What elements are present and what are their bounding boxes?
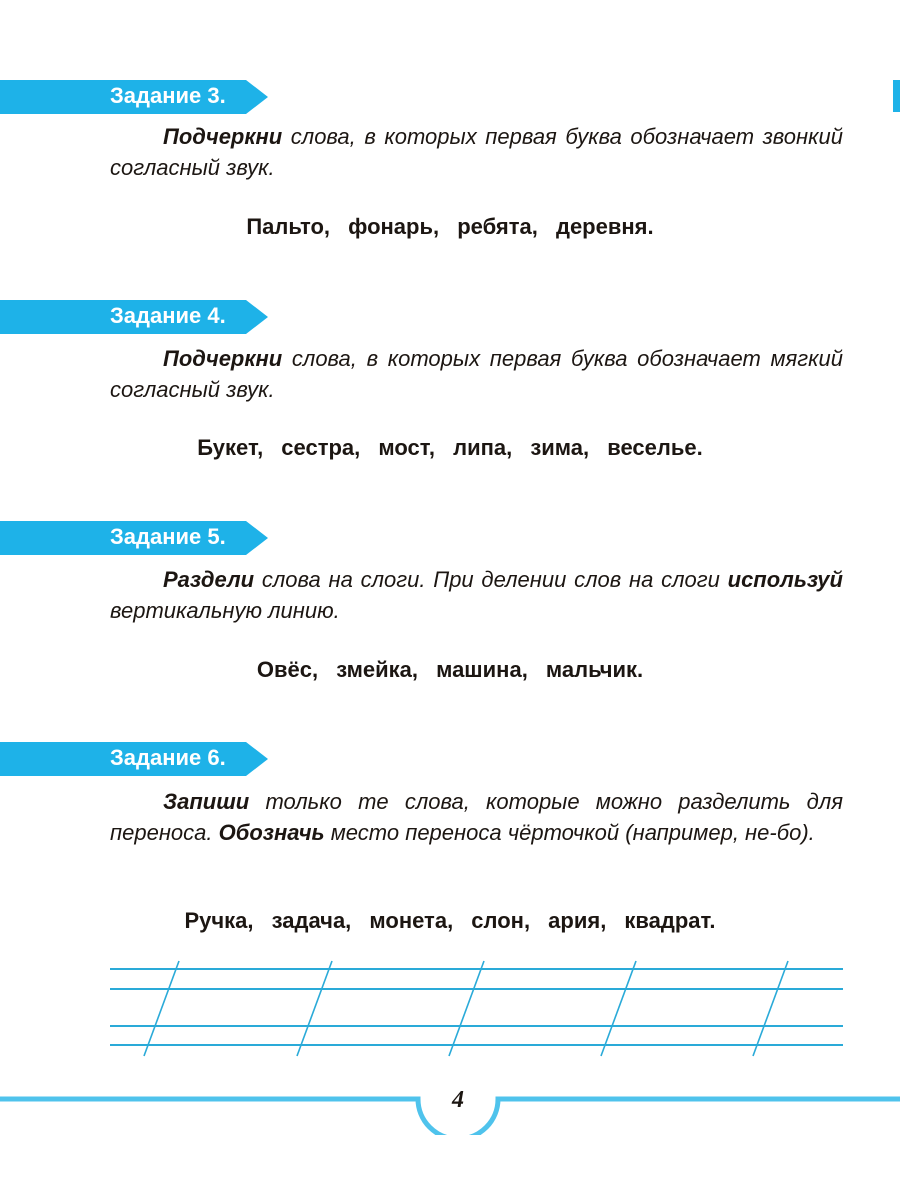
instruction-verb: Запиши — [163, 789, 250, 814]
task-6-banner — [0, 742, 268, 776]
task-5-instruction — [110, 564, 843, 626]
page-number: 4 — [452, 1087, 464, 1113]
instruction-text: только те слова, которые можно разделить для переноса. — [110, 789, 843, 845]
task-3-title: Задание 3. — [110, 83, 226, 108]
task-4-words: Букет, сестра, мост, липа, зима, веселье. — [197, 435, 703, 460]
instruction-verb: Раздели — [163, 567, 255, 592]
writing-lines[interactable] — [0, 950, 900, 1060]
instruction-text-2: место переноса чёрточкой (например, не-бо). — [324, 820, 815, 845]
instruction-verb-2: Обозначь — [218, 820, 325, 845]
task-3-words: Пальто, фонарь, ребята, деревня. — [246, 214, 654, 239]
task-3-instruction — [110, 121, 843, 183]
instruction-text: слова на слоги. При делении слов на слоги — [254, 567, 728, 592]
instruction-verb: Подчеркни — [163, 124, 283, 149]
task-4-title: Задание 4. — [110, 303, 226, 328]
page-edge-marker — [893, 80, 900, 112]
task-5-title: Задание 5. — [110, 524, 226, 549]
task-5-banner — [0, 521, 268, 555]
task-4-banner — [0, 300, 268, 334]
instruction-text: слова, в которых первая буква обозначает мягкий согласный звук. — [110, 346, 843, 402]
task-5-words: Овёс, змейка, машина, мальчик. — [256, 657, 644, 682]
instruction-text-2: вертикальную линию. — [110, 598, 340, 623]
instruction-verb: Подчеркни — [163, 346, 283, 371]
task-3-banner — [0, 80, 268, 114]
task-6-instruction — [110, 786, 843, 848]
task-6-words: Ручка, задача, монета, слон, ария, квадрат. — [184, 908, 716, 933]
instruction-text: слова, в которых первая буква обозначает звонкий согласный звук. — [110, 124, 843, 180]
task-4-instruction — [110, 343, 843, 405]
instruction-verb-2: используй — [727, 567, 843, 592]
task-6-title: Задание 6. — [110, 745, 226, 770]
